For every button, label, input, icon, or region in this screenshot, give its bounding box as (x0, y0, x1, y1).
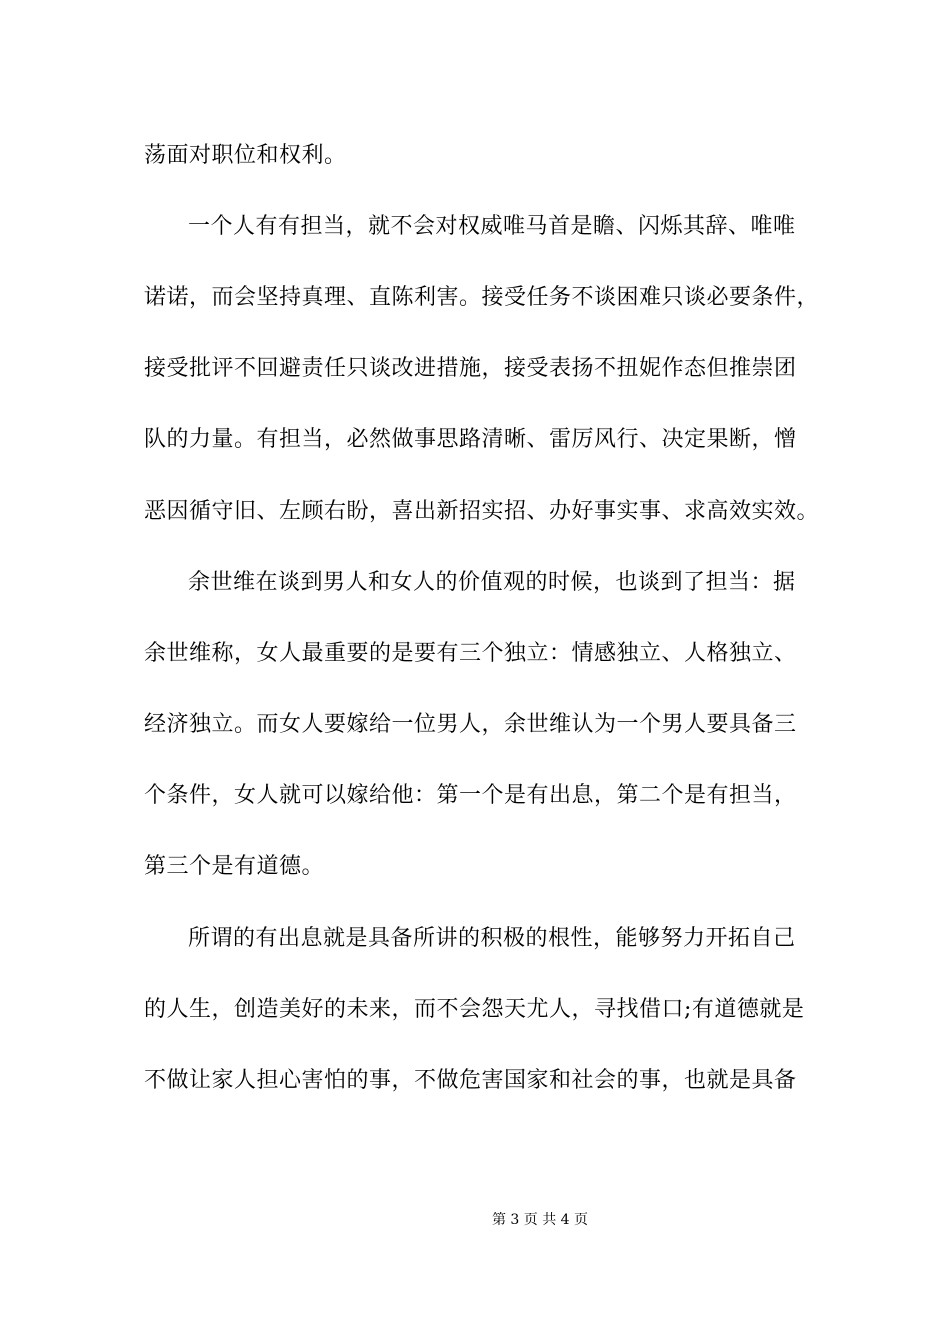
paragraph-line: 恶因循守旧、左顾右盼，喜出新招实招、办好事实事、求高效实效。 (144, 499, 820, 524)
paragraph-line: 余世维在谈到男人和女人的价值观的时候，也谈到了担当：据 (188, 570, 796, 595)
paragraph-line: 诺诺，而会坚持真理、直陈利害。接受任务不谈困难只谈必要条件， (144, 285, 820, 310)
paragraph-line: 余世维称，女人最重要的是要有三个独立：情感独立、人格独立、 (144, 641, 797, 666)
paragraph-line: 的人生，创造美好的未来，而不会怨天尤人，寻找借口;有道德就是 (144, 997, 805, 1022)
paragraph-line: 个条件，女人就可以嫁给他：第一个是有出息，第二个是有担当， (144, 783, 797, 808)
paragraph-line: 接受批评不回避责任只谈改进措施，接受表扬不扭妮作态但推崇团 (144, 356, 797, 381)
paragraph-line: 经济独立。而女人要嫁给一位男人，余世维认为一个男人要具备三 (144, 712, 797, 737)
paragraph-line: 所谓的有出息就是具备所讲的积极的根性，能够努力开拓自己 (188, 926, 796, 951)
page-number: 第 3 页 共 4 页 (491, 1212, 589, 1228)
paragraph-line: 队的力量。有担当，必然做事思路清晰、雷厉风行、决定果断，憎 (144, 427, 797, 452)
paragraph-line: 荡面对职位和权利。 (144, 143, 347, 168)
paragraph-line: 第三个是有道德。 (144, 854, 325, 879)
paragraph-line: 不做让家人担心害怕的事，不做危害国家和社会的事，也就是具备 (144, 1068, 797, 1093)
paragraph-line: 一个人有有担当，就不会对权威唯马首是瞻、闪烁其辞、唯唯 (188, 214, 796, 239)
page-footer (0, 1210, 950, 1230)
